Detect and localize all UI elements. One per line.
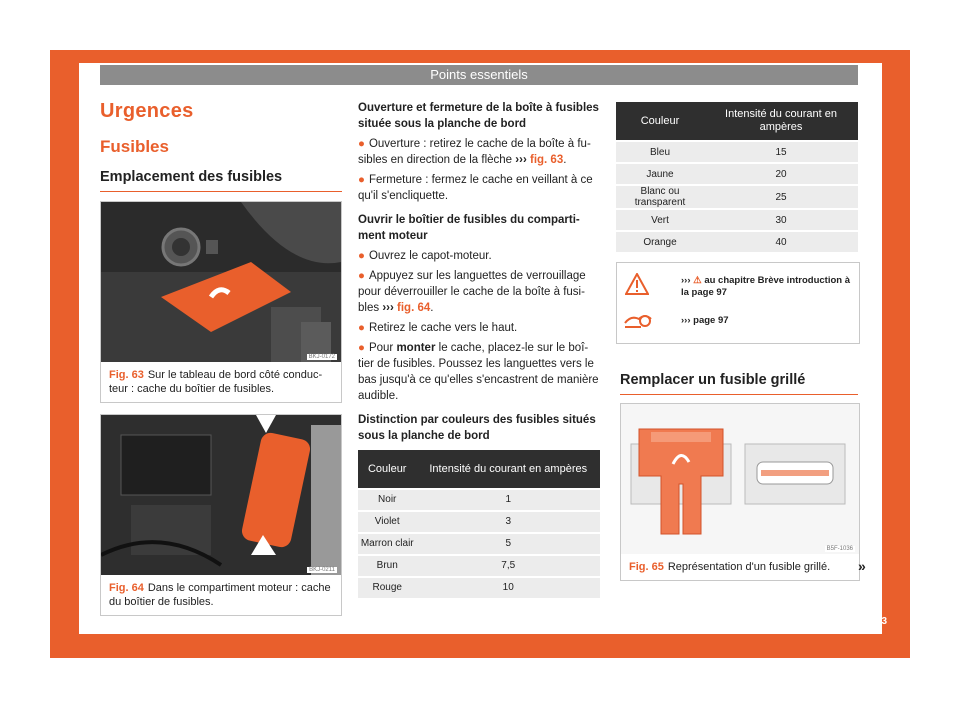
table-row	[616, 210, 858, 230]
step-remove-text: Retirez le cache vers le haut.	[368, 322, 518, 334]
fig-63-code: BKJ-0172	[308, 354, 335, 360]
cell-color: Noir	[358, 490, 416, 510]
table-row	[616, 186, 858, 208]
fig-63-caption-text: Sur le tableau de bord côté conducteur : cache du boîtier de fusibles.	[109, 369, 323, 395]
cell-amps: 7,5	[416, 556, 600, 576]
note-ref-label[interactable]: page 97	[693, 315, 729, 326]
table-row	[358, 490, 600, 510]
cell-amps: 3	[416, 512, 600, 532]
continued-mark: »	[858, 558, 866, 574]
fig-65-code: B5F-1036	[826, 546, 853, 552]
section2-heading: Ouvrir le boîtier de fusibles du compartiment moteur	[358, 214, 580, 242]
table-row	[616, 164, 858, 184]
right-column	[616, 100, 858, 254]
fig-65-caption-text: Représentation d'un fusible grillé.	[667, 561, 831, 573]
table-row	[358, 512, 600, 532]
note-ref-text	[681, 315, 729, 327]
step-open: ● Ouverture : retirez le cache de la boîte à fusibles en direction de la flèche ››› fig. 63.	[358, 138, 591, 166]
figure-65	[620, 403, 860, 581]
table-header-color: Couleur	[616, 102, 704, 140]
cell-amps: 40	[704, 232, 858, 252]
step-hood-text: Ouvrez le capot-moteur.	[368, 250, 492, 262]
fig-63-caption	[101, 362, 341, 402]
replace-fuse-title: Remplacer un fusible grillé	[620, 372, 858, 395]
fig-64-caption	[101, 575, 341, 615]
fig-63-link[interactable]: fig. 63	[529, 154, 564, 166]
environment-note-icon	[623, 309, 653, 331]
cell-color: Bleu	[616, 142, 704, 162]
fig-65-label: Fig. 65	[629, 561, 664, 573]
dashboard-illustration	[101, 202, 341, 362]
cell-color: Rouge	[358, 578, 416, 598]
cell-color: Orange	[616, 232, 704, 252]
fuse-color-table-2	[616, 100, 858, 254]
table-row	[358, 578, 600, 598]
cell-amps: 1	[416, 490, 600, 510]
table-row	[358, 556, 600, 576]
warning-small-icon: ⚠	[693, 275, 702, 286]
running-header: Points essentiels	[100, 65, 858, 85]
arrows-icon: ›››	[681, 275, 691, 286]
fuse-color-table-1	[358, 448, 600, 600]
cell-amps: 25	[704, 186, 858, 208]
section1-heading: Ouverture et fermeture de la boîte à fusibles située sous la planche de bord	[358, 102, 599, 130]
table-header-amps: Intensité du courant en ampères	[416, 450, 600, 488]
bullet-icon: ●	[358, 138, 365, 150]
step-mount-text: le cache, placez-le sur le boîtier de fusibles. Poussez les languettes vers le bas jusqu'à ce qu'elles s'encastrent de manière audible.	[358, 342, 599, 402]
arrows-icon: ›››	[515, 154, 527, 166]
fig-63-label: Fig. 63	[109, 369, 144, 381]
step-remove	[358, 320, 600, 336]
cell-amps: 30	[704, 210, 858, 230]
cell-color: Vert	[616, 210, 704, 230]
table-header-amps: Intensité du courant en ampères	[704, 102, 858, 140]
table-header-color: Couleur	[358, 450, 416, 488]
bullet-icon: ●	[358, 174, 365, 186]
warning-reference-box	[616, 262, 860, 344]
step-press-text: Appuyez sur les languettes de verrouillage pour déverrouiller le cache de la boîte à fusibles	[358, 270, 586, 314]
fig-65-caption	[621, 554, 859, 580]
warning-triangle-icon	[625, 273, 649, 295]
bullet-icon: ●	[358, 322, 365, 334]
fig-64-photo	[101, 415, 341, 575]
arrows-icon: ›››	[382, 302, 394, 314]
table-row	[358, 534, 600, 554]
section3-heading: Distinction par couleurs des fusibles situés sous la planche de bord	[358, 414, 596, 442]
step-hood	[358, 248, 600, 264]
figure-64	[100, 414, 342, 616]
chapter-title: Urgences	[100, 100, 194, 122]
page-number: 53	[876, 616, 888, 627]
step-mount-pre: Pour	[368, 342, 394, 354]
left-column	[100, 100, 342, 616]
fig-64-link[interactable]: fig. 64	[397, 302, 431, 314]
cell-color: Blanc ou transparent	[616, 186, 704, 208]
engine-bay-illustration	[101, 415, 341, 575]
middle-column	[358, 100, 600, 600]
cell-amps: 5	[416, 534, 600, 554]
cell-color: Violet	[358, 512, 416, 532]
bullet-icon: ●	[358, 270, 365, 282]
warning-ref-text	[681, 275, 853, 299]
step-mount	[358, 340, 600, 404]
warning-ref-label[interactable]: au chapitre Brève introduction à la page 97	[681, 275, 851, 298]
step-close	[358, 172, 600, 204]
step-mount-bold: monter	[396, 342, 436, 354]
table-row	[616, 142, 858, 162]
subsection-title: Emplacement des fusibles	[100, 169, 342, 192]
bullet-icon: ●	[358, 250, 365, 262]
fig-63-photo	[101, 202, 341, 362]
cell-amps: 10	[416, 578, 600, 598]
cell-amps: 15	[704, 142, 858, 162]
fig-64-code: BKJ-0211	[309, 567, 335, 573]
step-press: ● Appuyez sur les languettes de verrouillage pour déverrouiller le cache de la boîte à fusibles ››› fig. 64.	[358, 270, 586, 314]
cell-color: Jaune	[616, 164, 704, 184]
fig-64-caption-text: Dans le compartiment moteur : cache du boîtier de fusibles.	[109, 582, 331, 608]
section-title: Fusibles	[100, 137, 169, 156]
cell-color: Marron clair	[358, 534, 416, 554]
table-row	[616, 232, 858, 252]
fig-64-label: Fig. 64	[109, 582, 144, 594]
step-open-text: Ouverture : retirez le cache de la boîte à fusibles en direction de la flèche	[358, 138, 591, 166]
cell-amps: 20	[704, 164, 858, 184]
fig-65-illustration	[621, 404, 859, 554]
figure-63	[100, 201, 342, 403]
bullet-icon: ●	[358, 342, 365, 354]
blown-fuse-illustration	[621, 404, 857, 554]
cell-color: Brun	[358, 556, 416, 576]
arrows-icon: ›››	[681, 315, 691, 326]
step-close-text: Fermeture : fermez le cache en veillant à ce qu'il s'encliquette.	[358, 174, 593, 202]
